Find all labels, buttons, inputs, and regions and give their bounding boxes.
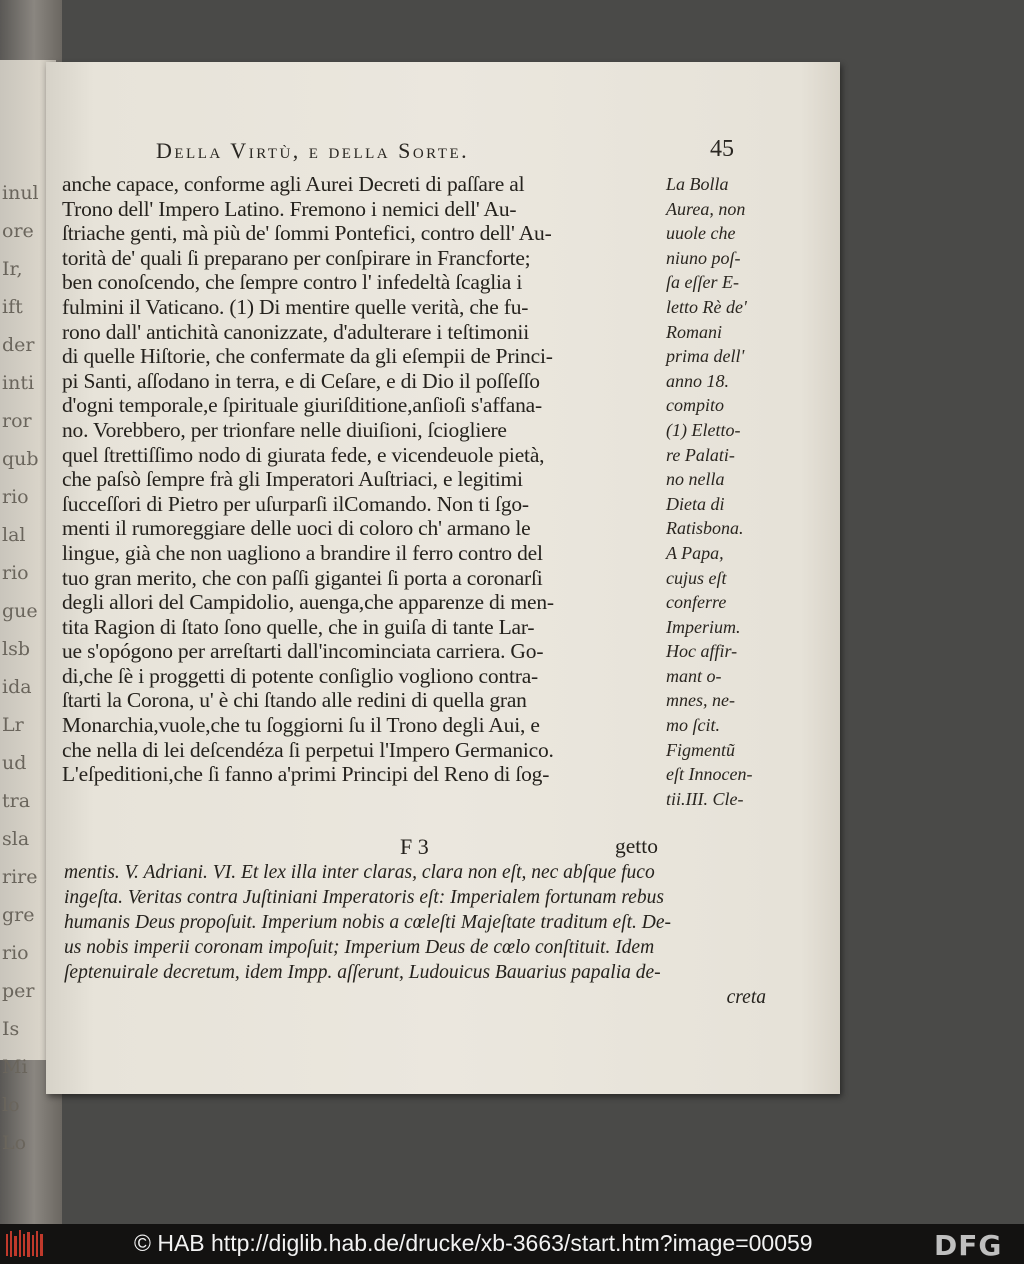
margin-note-line: eſt Innocen-: [666, 764, 753, 785]
source-url-text: © HAB http://diglib.hab.de/drucke/xb-3663/start.htm?image=00059: [134, 1230, 813, 1256]
margin-note-line: Romani: [666, 321, 722, 342]
previous-page-fragment: tra: [2, 790, 31, 812]
margin-note-line: mnes, ne-: [666, 690, 735, 711]
main-text: [62, 172, 662, 787]
margin-note-line: compito: [666, 395, 724, 416]
book-page: [46, 62, 840, 1094]
previous-page-fragment: ror: [2, 410, 32, 432]
previous-page-fragment: lo: [2, 1094, 20, 1116]
margin-note-line: mo ſcit.: [666, 715, 720, 736]
text-line: no. Vorebbero, per trionfare nelle diuiſioni, ſciogliere: [62, 417, 507, 442]
margin-note-line: ſa eſſer E-: [666, 272, 739, 293]
text-line: degli allori del Campidolio, auenga,che apparenze di men-: [62, 590, 554, 615]
text-line: tita Ragion di ſtato ſono quelle, che in guiſa di tante Lar-: [62, 614, 535, 639]
running-title: Della Virtù, e della Sorte.: [156, 138, 470, 163]
text-line: quel ſtrettiſſimo nodo di giurata fede, e vicendeuole pietà,: [62, 442, 545, 467]
margin-note-line: tii.III. Cle-: [666, 788, 744, 809]
running-header: [156, 136, 734, 168]
text-line: di,che ſè i proggetti di potente conſiglio vogliono contra-: [62, 663, 539, 688]
text-line: fulmini il Vaticano. (1) Di mentire quelle verità, che fu-: [62, 294, 529, 319]
previous-page-fragment: sla: [2, 828, 30, 850]
previous-page-fragment: gue: [2, 600, 38, 622]
text-line: che paſsò ſempre frà gli Imperatori Auſtriaci, e legitimi: [62, 467, 523, 492]
footnote-block: [64, 860, 772, 1010]
previous-page-fragment: lal: [2, 524, 26, 546]
margin-note-line: Imperium.: [666, 616, 741, 637]
text-line: menti il rumoreggiare delle uoci di coloro ch' armano le: [62, 516, 531, 541]
previous-page-fragment: ida: [2, 676, 32, 698]
text-line: tuo gran merito, che con paſſi gigantei ſi porta a coronarſi: [62, 565, 543, 590]
previous-page-fragment: ift: [2, 296, 23, 318]
margin-note-line: (1) Eletto-: [666, 419, 741, 440]
text-line: ben conoſcendo, che ſempre contro l' infedeltà ſcaglia i: [62, 270, 523, 295]
margin-note-line: anno 18.: [666, 370, 729, 391]
text-line: Monarchia,vuole,che tu ſoggiorni ſu il Trono degli Aui, e: [62, 713, 540, 738]
footnote-line: mentis. V. Adriani. VI. Et lex illa inter claras, clara non eſt, nec abſque fuco: [64, 862, 655, 883]
previous-page-fragment: Lr: [2, 714, 24, 736]
hab-barcode-icon: [4, 1228, 46, 1260]
text-line: ſtarti la Corona, u' è chi ſtando alle redini di quella gran: [62, 688, 527, 713]
text-line: ſtriache genti, mà più de' ſommi Pontefici, contro dell' Au-: [62, 221, 552, 246]
previous-page-fragment: per: [2, 980, 35, 1002]
previous-page-fragment: ore: [2, 220, 34, 242]
previous-page-fragment: Mi: [2, 1056, 28, 1078]
text-line: Trono dell' Impero Latino. Fremono i nemici dell' Au-: [62, 196, 517, 221]
previous-page-fragment: lsb: [2, 638, 30, 660]
previous-page-fragment: rio: [2, 486, 29, 508]
margin-note-line: prima dell': [666, 346, 745, 367]
text-line: anche capace, conforme agli Aurei Decreti di paſſare al: [62, 172, 525, 196]
footnote-line: creta: [726, 987, 766, 1008]
margin-note-line: La Bolla: [666, 174, 729, 194]
text-line: torità de' quali ſi preparano per conſpirare in Francforte;: [62, 245, 531, 270]
margin-note-line: cujus eſt: [666, 567, 727, 588]
margin-note-line: Ratisbona.: [666, 518, 744, 539]
margin-note-line: mant o-: [666, 665, 722, 686]
margin-note-line: Hoc affir-: [666, 641, 738, 662]
margin-note-line: uuole che: [666, 223, 736, 244]
previous-page-fragment: ud: [2, 752, 27, 774]
text-line: pi Santi, aſſodano in terra, e di Ceſare, e di Dio il poſſeſſo: [62, 368, 540, 393]
margin-notes: [666, 172, 770, 811]
viewer-footer: [0, 1224, 1024, 1264]
text-line: ue s'opógono per arreſtarti dall'incominciata carriera. Go-: [62, 639, 544, 664]
previous-page-fragment: inul: [2, 182, 39, 204]
previous-page-fragment: Ir,: [2, 258, 23, 280]
footnote-line: ingeſta. Veritas contra Juſtiniani Imperatoris eſt: Imperialem fortunam rebus: [64, 887, 664, 908]
margin-note-line: conferre: [666, 592, 727, 613]
previous-page-fragment: rire: [2, 866, 38, 888]
dfg-logo: DFG: [934, 1229, 1003, 1262]
text-line: rono dall' antichità canonizzate, d'adulterare i teſtimonii: [62, 319, 529, 344]
catchword: getto: [615, 834, 658, 858]
margin-note-line: Dieta di: [666, 493, 725, 514]
margin-note-line: Figmentũ: [666, 739, 735, 760]
text-line: L'eſpeditioni,che ſi fanno a'primi Principi del Reno di ſog-: [62, 762, 550, 787]
margin-note-line: re Palati-: [666, 444, 735, 465]
previous-page-fragment: rio: [2, 562, 29, 584]
text-line: di quelle Hiſtorie, che confermate da gli eſempii de Princi-: [62, 344, 553, 369]
footnote-line: ſeptenuirale decretum, idem Impp. aſſerunt, Ludouicus Bauarius papalia de-: [64, 962, 661, 983]
footnote-line: humanis Deus propoſuit. Imperium nobis a cœleſti Majeſtate traditum eſt. De-: [64, 912, 671, 933]
previous-page-fragment: Is: [2, 1018, 20, 1040]
text-line: ſucceſſori di Pietro per uſurparſi ilComando. Non ti ſgo-: [62, 491, 529, 516]
previous-page-fragment: der: [2, 334, 35, 356]
text-line: d'ogni temporale,e ſpirituale giuriſditione,anſioſi s'affana-: [62, 393, 542, 418]
text-line: lingue, già che non uagliono a brandire il ferro contro del: [62, 540, 543, 565]
previous-page-fragment: rio: [2, 942, 29, 964]
margin-note-line: niuno poſ-: [666, 247, 741, 268]
previous-page-fragment: Lo: [2, 1132, 27, 1154]
page-number: 45: [710, 136, 734, 162]
previous-page-fragment: qub: [2, 448, 39, 470]
previous-page-fragment: inti: [2, 372, 35, 394]
previous-page-fragment: gre: [2, 904, 35, 926]
margin-note-line: Aurea, non: [666, 198, 746, 219]
margin-note-line: letto Rè de': [666, 296, 747, 317]
footnote-line: us nobis imperii coronam impoſuit; Imperium Deus de cœlo conſtituit. Idem: [64, 937, 655, 958]
signature-mark: F 3: [400, 834, 429, 859]
margin-note-line: no nella: [666, 469, 725, 490]
text-line: che nella di lei deſcendéza ſi perpetui l'Impero Germanico.: [62, 737, 554, 762]
margin-note-line: A Papa,: [666, 542, 724, 563]
